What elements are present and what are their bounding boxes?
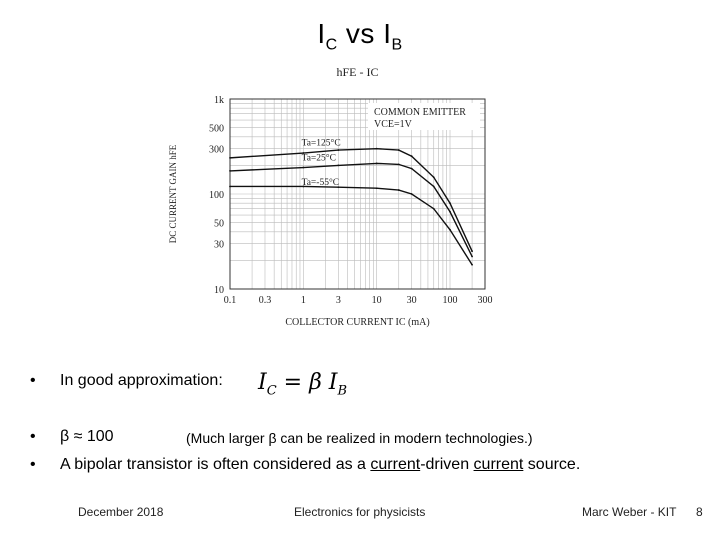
y-tick-label: 100	[209, 190, 224, 201]
annotation-label: COMMON EMITTER	[374, 107, 466, 118]
data-point	[376, 187, 378, 189]
x-tick-label: 100	[442, 295, 458, 306]
y-axis-label: DC CURRENT GAIN hFE	[168, 144, 178, 244]
data-point	[398, 189, 400, 191]
data-point	[229, 157, 231, 159]
bullet-dot: •	[30, 372, 36, 389]
series-label: Ta=-55°C	[301, 178, 340, 189]
footer-author: Marc Weber - KIT	[582, 505, 677, 519]
data-point	[433, 186, 435, 188]
footer-page-number: 8	[696, 505, 703, 519]
data-point	[411, 155, 413, 157]
data-point	[449, 202, 451, 204]
x-tick-label: 3	[335, 295, 341, 306]
x-tick-label: 10	[371, 295, 382, 306]
footer-course: Electronics for physicists	[294, 505, 426, 519]
bullet-dot: •	[30, 456, 36, 473]
data-point	[302, 167, 304, 169]
slide-title: $I_C$ vs $I_B$	[317, 18, 403, 54]
x-tick-label: 300	[477, 295, 493, 306]
data-point	[337, 149, 339, 151]
data-point	[337, 165, 339, 167]
bullet-text: A bipolar transistor is often considered as a current-driven current source.	[60, 456, 581, 473]
bullet-current-source	[30, 456, 580, 474]
x-tick-label: 0.1	[223, 295, 237, 306]
data-point	[449, 229, 451, 231]
data-point	[398, 149, 400, 151]
data-point	[449, 211, 451, 213]
series-label: Ta=25°C	[301, 153, 336, 164]
bullet-beta	[30, 428, 114, 446]
footer-date: December 2018	[78, 505, 164, 519]
chart-title: hFE - IC	[336, 65, 379, 79]
series-label: Ta=125°C	[301, 138, 341, 149]
y-tick-label: 300	[209, 144, 224, 156]
data-point	[471, 264, 473, 266]
chart-svg	[160, 62, 500, 347]
y-tick-label: 50	[214, 218, 224, 230]
x-tick-label: 1	[300, 295, 306, 306]
beta-note: (Much larger β can be realized in modern technologies.)	[186, 430, 533, 446]
hfe-ic-chart	[160, 62, 500, 347]
x-tick-label: 0.3	[258, 295, 272, 306]
data-point	[229, 170, 231, 172]
x-tick-label: 30	[406, 295, 417, 306]
formula-ic-beta-ib: $I_C = \beta$ $I_B$	[258, 370, 348, 399]
data-point	[376, 148, 378, 150]
data-point	[433, 176, 435, 178]
data-point	[411, 168, 413, 170]
data-point	[376, 162, 378, 164]
bullet-text: In good approximation:	[60, 372, 223, 389]
data-point	[411, 193, 413, 195]
y-tick-label: 500	[209, 123, 224, 135]
data-point	[398, 163, 400, 165]
bullet-text: β ≈ 100	[60, 428, 114, 445]
data-point	[471, 256, 473, 258]
x-axis-label: COLLECTOR CURRENT IC (mA)	[285, 317, 430, 328]
y-tick-label: 10	[214, 285, 224, 296]
y-tick-label: 1k	[214, 95, 224, 106]
bullet-dot: •	[30, 428, 36, 445]
data-point	[433, 208, 435, 210]
series-line	[230, 163, 472, 256]
bullet-approximation	[30, 372, 223, 390]
annotation-label: VCE=1V	[374, 119, 412, 130]
data-point	[229, 186, 231, 188]
data-point	[471, 250, 473, 252]
y-tick-label: 30	[214, 239, 224, 251]
